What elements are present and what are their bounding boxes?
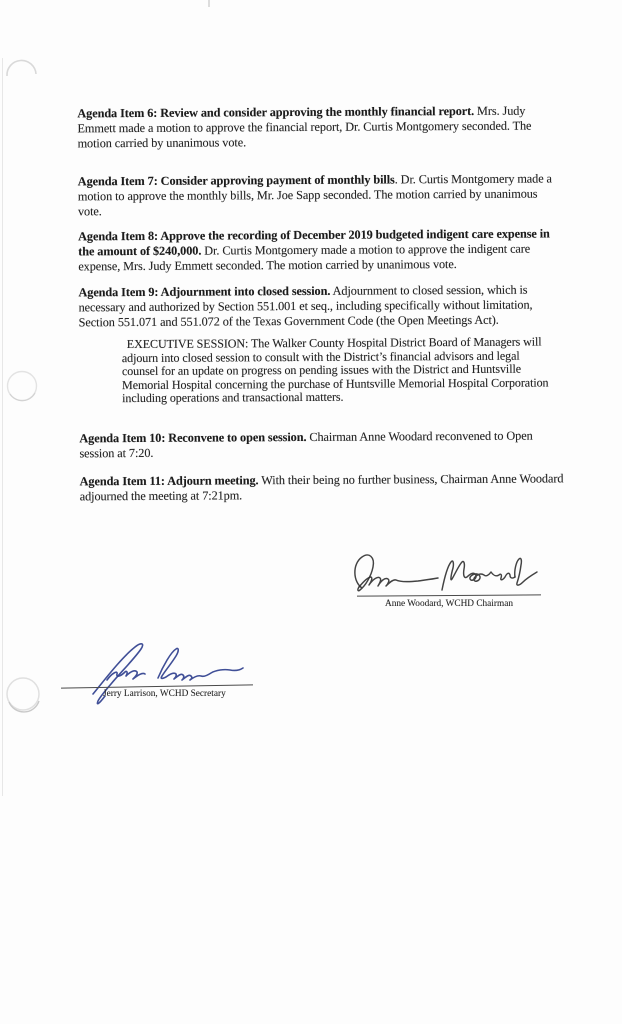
chairman-signature-caption: Anne Woodard, WCHD Chairman [384, 599, 513, 609]
executive-session-body: EXECUTIVE SESSION: The Walker County Hospital District Board of Managers will adjourn into closed session to consult with the District’s financial advisors and legal counsel for an update on progress on pending issues with the District and Huntsville Memorial Hospital concerning the purchase of Huntsville Memorial Hospital Corporation including operations and transactional matters. [121, 334, 549, 406]
agenda-item-9-heading: Agenda Item 9: Adjournment into closed session. [78, 284, 331, 300]
agenda-item-11-body: With their being no further business, Chairman Anne Woodard adjourned the meeting at 7:21pm. [79, 471, 564, 504]
agenda-item-7-body: . Dr. Curtis Montgomery made a motion to approve the monthly bills, Mr. Joe Sapp seconded. The motion carried by unanimous vote. [77, 171, 552, 219]
agenda-item-9-body: Adjournment to closed session, which is necessary and authorized by Section 551.001 et seq., including specifically without limitation, Section 551.071 and 551.072 of the Texas Government Code (the Open Meetings Act). [78, 282, 533, 330]
agenda-item-9-paragraph [78, 283, 562, 330]
agenda-item-11-heading: Agenda Item 11: Adjourn meeting. [79, 473, 259, 489]
agenda-item-6-paragraph [77, 104, 561, 151]
agenda-item-10-heading: Agenda Item 10: Reconvene to open session. [79, 430, 307, 446]
agenda-item-6-body: Mrs. Judy Emmett made a motion to approve the financial report, Dr. Curtis Montgomery seconded. The motion carried by unanimous vote. [77, 103, 532, 151]
agenda-item-7-heading: Agenda Item 7: Consider approving payment of monthly bills [77, 172, 395, 189]
secretary-signature-caption: Jerry Larrison, WCHD Secretary [103, 689, 226, 699]
agenda-item-8-paragraph [78, 227, 562, 274]
agenda-item-11-paragraph [80, 472, 564, 505]
jerry-larrison-signature [55, 638, 260, 714]
executive-session-paragraph [122, 336, 554, 407]
agenda-item-10-paragraph [79, 429, 563, 462]
agenda-item-8-body: Dr. Curtis Montgomery made a motion to approve the indigent care expense, Mrs. Judy Emmett seconded. The motion carried by unanimous vote. [78, 241, 531, 274]
agenda-item-7-paragraph [78, 172, 562, 219]
agenda-item-6-heading: Agenda Item 6: Review and consider approving the monthly financial report. [77, 104, 475, 121]
agenda-item-10-body: Chairman Anne Woodard reconvened to Open session at 7:20. [79, 428, 533, 461]
agenda-item-8-heading: Agenda Item 8: Approve the recording of December 2019 budgeted indigent care expense in the amount of $240,000. [78, 226, 550, 259]
